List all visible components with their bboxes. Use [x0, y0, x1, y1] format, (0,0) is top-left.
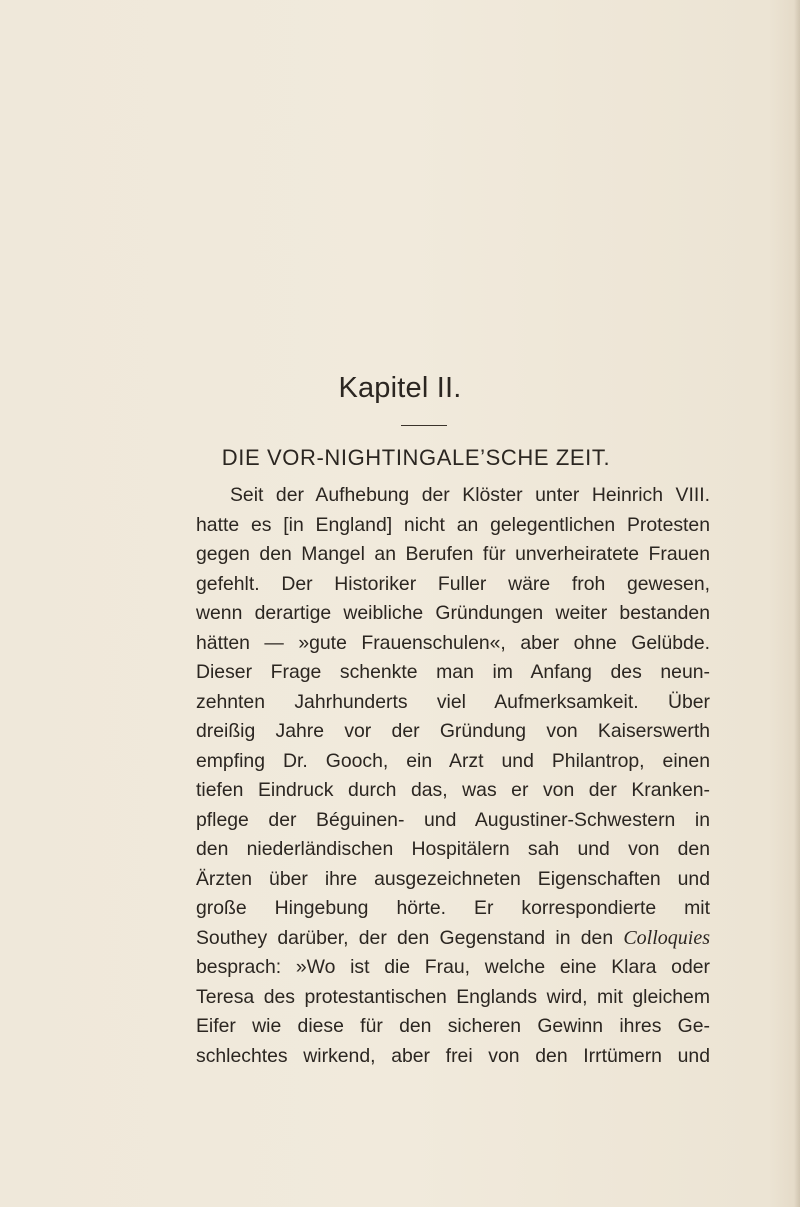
text-line: gegen den Mangel an Berufen für unverheiratete Frauen	[196, 543, 710, 565]
text-line: wenn derartige weibliche Gründungen weiter bestanden	[196, 602, 710, 624]
text-line: Seit der Aufhebung der Klöster unter Heinrich VIII.	[230, 484, 710, 506]
section-title: DIE VOR-NIGHTINGALE’SCHE ZEIT.	[221, 445, 611, 470]
heading-divider	[401, 425, 447, 426]
text-line: pflege der Béguinen- und Augustiner-Schwestern in	[196, 808, 710, 831]
chapter-heading: Kapitel II.	[338, 372, 462, 404]
text-line: schlechtes wirkend, aber frei von den Irrtümern und	[196, 1044, 710, 1067]
italic-title: Colloquies	[623, 926, 710, 949]
page-edge-shadow	[794, 0, 800, 1207]
text-segment: Southey darüber, der den Gegenstand in den	[196, 926, 624, 949]
text-line: Dieser Frage schenkte man im Anfang des neun-	[196, 661, 710, 683]
text-line-with-italic	[196, 924, 710, 954]
text-line: große Hingebung hörte. Er korrespondierte mit	[196, 897, 710, 919]
text-line: dreißig Jahre vor der Gründung von Kaiserswerth	[196, 720, 710, 742]
text-line: den niederländischen Hospitälern sah und von den	[196, 838, 710, 860]
text-line: hatte es [in England] nicht an gelegentlichen Protesten	[196, 513, 710, 536]
text-line: tiefen Eindruck durch das, was er von der Kranken-	[196, 779, 710, 801]
body-paragraph	[196, 481, 710, 1071]
text-line: gefehlt. Der Historiker Fuller wäre froh gewesen,	[196, 572, 710, 595]
text-line: Ärzten über ihre ausgezeichneten Eigenschaften und	[196, 867, 710, 890]
text-line: hätten — »gute Frauenschulen«, aber ohne Gelübde.	[196, 631, 710, 654]
text-line: empfing Dr. Gooch, ein Arzt und Philantrop, einen	[196, 749, 710, 772]
text-line: Teresa des protestantischen Englands wird, mit gleichem	[196, 985, 710, 1008]
text-line: zehnten Jahrhunderts viel Aufmerksamkeit. Über	[196, 690, 710, 713]
text-line: besprach: »Wo ist die Frau, welche eine Klara oder	[196, 956, 710, 978]
text-line: Eifer wie diese für den sicheren Gewinn ihres Ge-	[196, 1015, 710, 1037]
